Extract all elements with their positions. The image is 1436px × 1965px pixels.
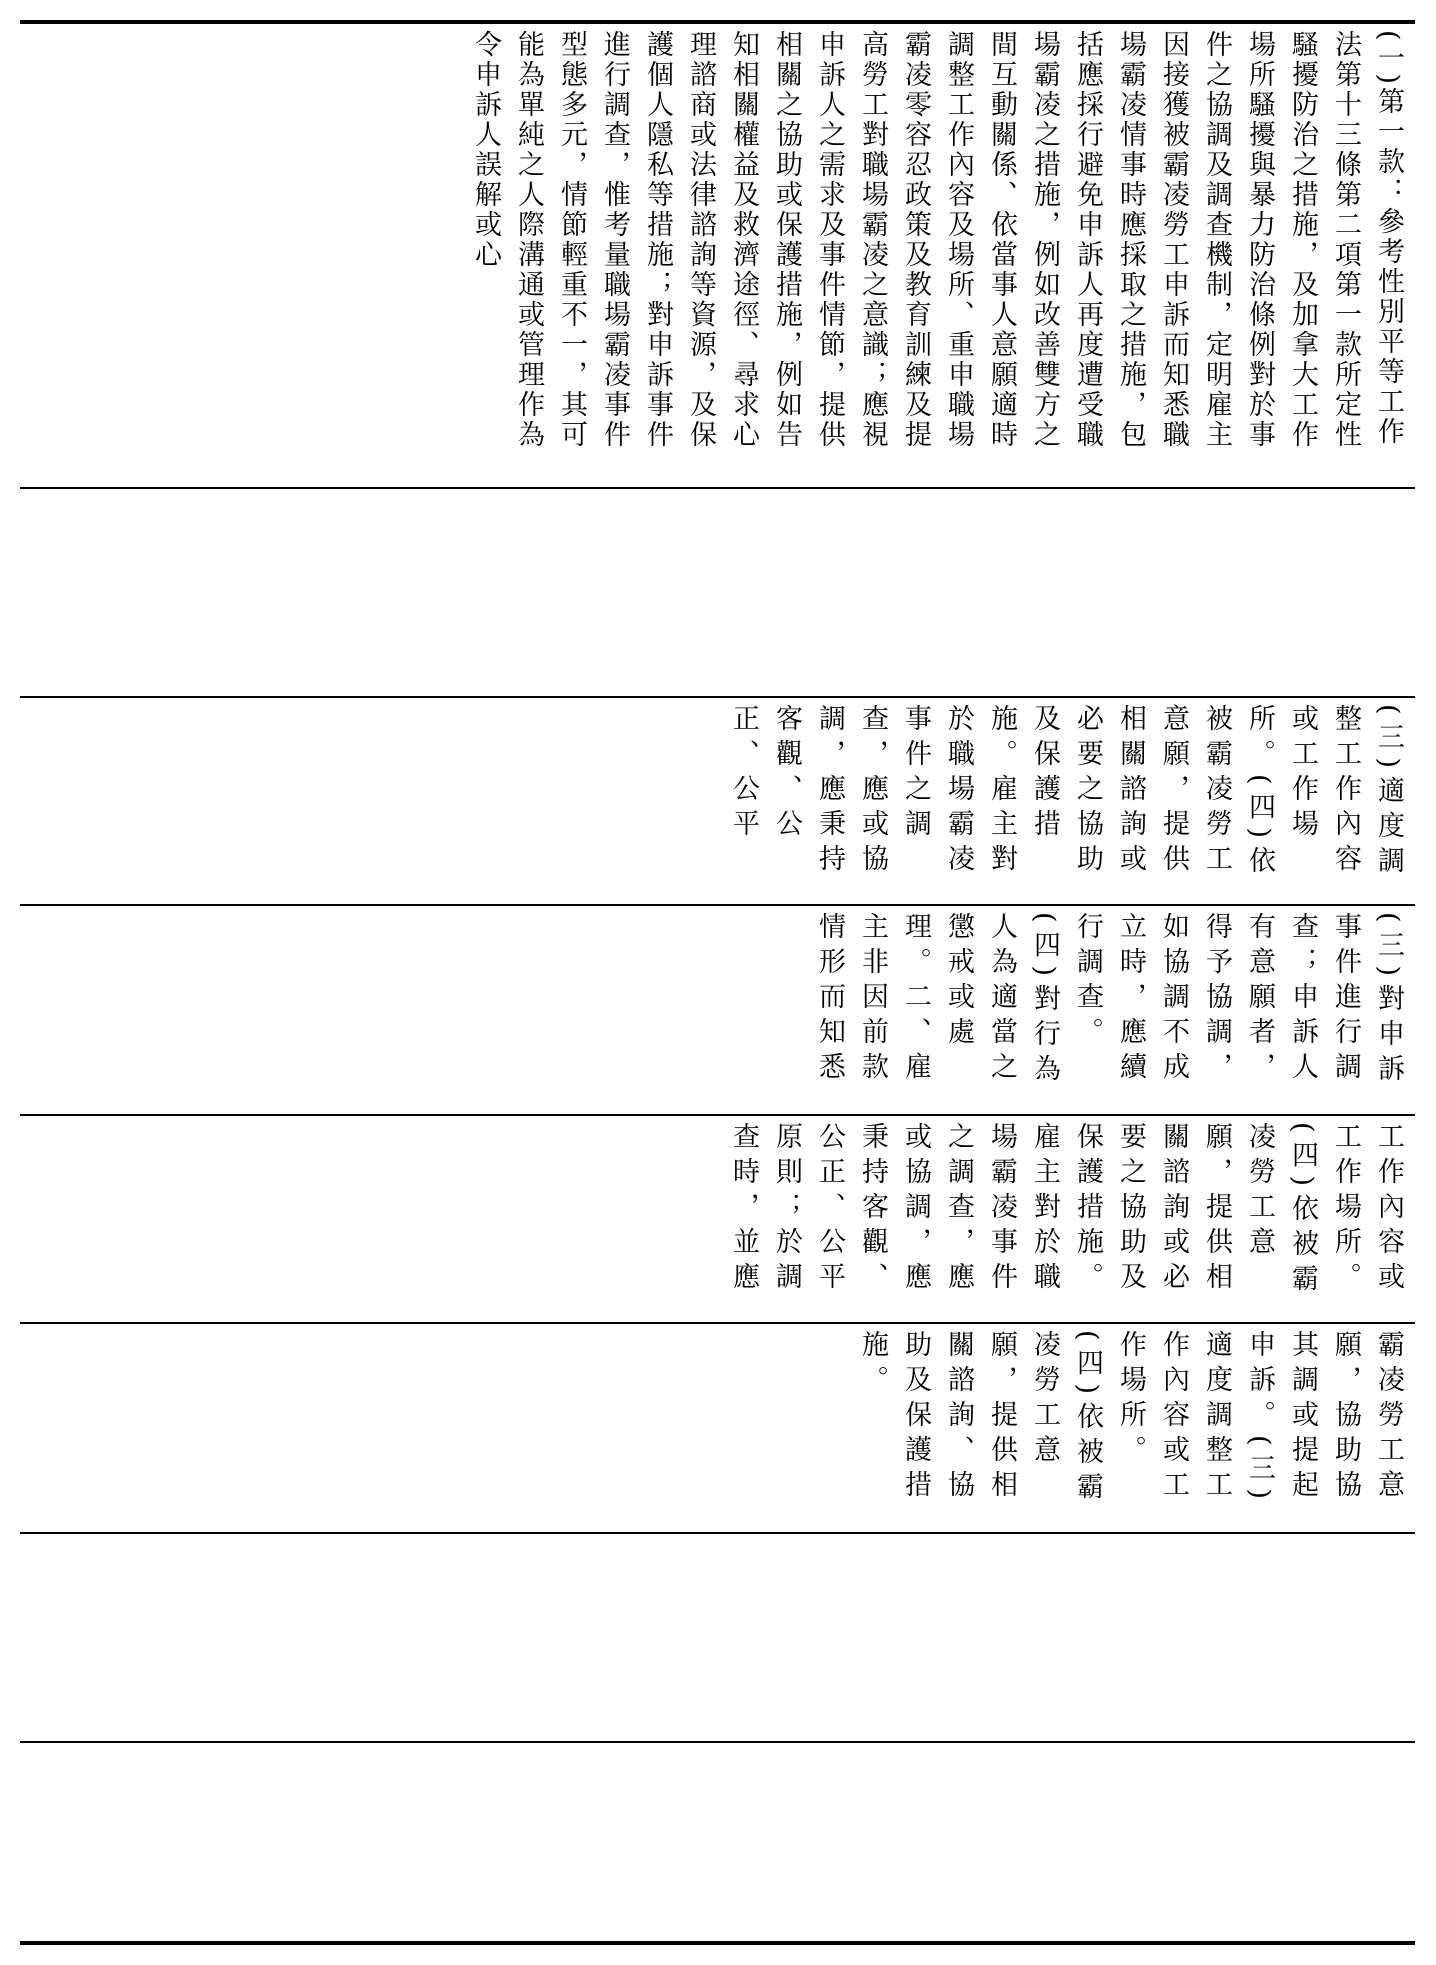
section-6-text: 霸凌勞工意願，協助協其調或提起申訴。(三)適度調整工作內容或工作場所。(四)依被霸凌勞工意願，提供相關諮詢、協助及保護措施。 (857, 1330, 1404, 1508)
section-1-band (28, 30, 1410, 470)
bottom-rule (20, 1941, 1415, 1945)
rule-5 (20, 1322, 1415, 1324)
rule-3 (20, 904, 1415, 906)
top-rule (20, 20, 1415, 24)
section-1-text: (一)第一款：參考性別平等工作法第十三條第二項第一款所定性騷擾防治之措施，及加拿大工作場所騷擾與暴力防治條例對於事件之協調及調查機制，定明雇主因接獲被霸凌勞工申訴而知悉職場霸凌情事時應採取之措施，包括應採行避免申訴人再度遭受職場霸凌之措施，例如改善雙方之間互動關係、依當事人意願適時調整工作內容及場所、重申職場霸凌零容忍政策及教育訓練及提高勞工對職場霸凌之意識；應視申訴人之需求及事件情節，提供相關之協助或保護措施，例如告知相關權益及救濟途徑、尋求心理諮商或法律諮詢等資源，及保護個人隱私等措施；對申訴事件進行調查，惟考量職場霸凌事件型態多元，情節輕重不一，其可能為單純之人際溝通或管理作為令申訴人誤解或心 (470, 30, 1404, 450)
rule-2 (20, 696, 1415, 698)
rule-4 (20, 1114, 1415, 1116)
rule-7 (20, 1741, 1415, 1743)
section-4-text: (三)對申訴事件進行調查；申訴人有意願者，得予協調，如協調不成立時，應續行調查。(四)對行為人為適當之懲戒或處理。二、雇主非因前款情形而知悉 (814, 912, 1404, 1090)
section-3-text: (三)適度調整工作內容或工作場所。(四)依被霸凌勞工意願，提供相關諮詢或必要之協助及保護措施。雇主對於職場霸凌事件之調查，應或協調，應秉持客觀、公正、公平 (728, 704, 1404, 882)
section-5-text: 工作內容或工作場所。(四)依被霸凌勞工意願，提供相關諮詢或必要之協助及保護措施。雇主對於職場霸凌事件之調查，應或協調，應秉持客觀、公正、公平原則；於調查時，並應 (728, 1122, 1404, 1300)
section-5-band (28, 1122, 1410, 1308)
rule-1 (20, 487, 1415, 489)
rule-6 (20, 1532, 1415, 1534)
section-3-band (28, 704, 1410, 894)
section-4-band (28, 912, 1410, 1108)
section-6-band (28, 1330, 1410, 1520)
